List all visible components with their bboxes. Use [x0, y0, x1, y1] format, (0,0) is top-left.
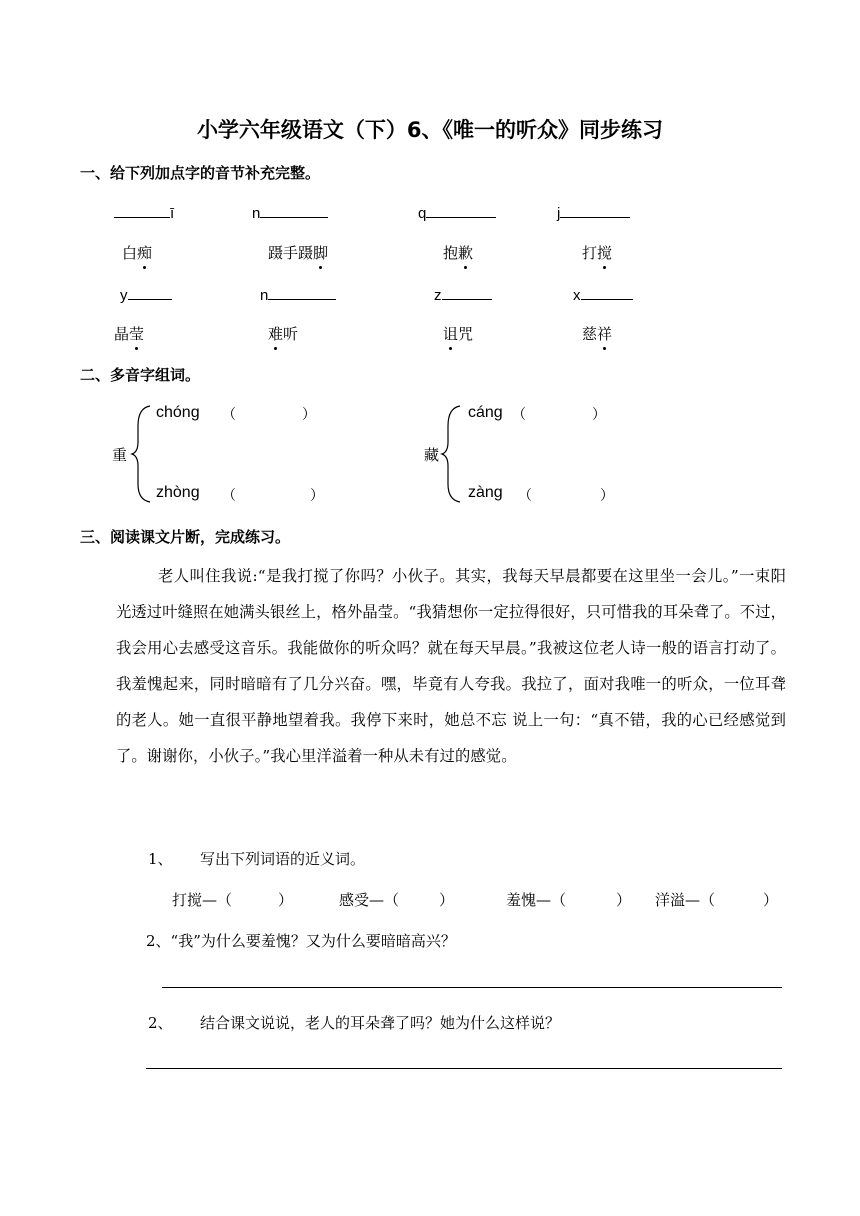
word-nanting: 难听: [268, 325, 299, 343]
synonym-4: 洋溢—（ ）: [655, 891, 779, 909]
question-1-number: 1、: [148, 850, 173, 868]
pinyin-blank-4: j: [557, 203, 630, 222]
paren-close-3: ）: [592, 407, 606, 423]
word-cixiang: 慈祥: [582, 325, 613, 343]
pinyin-blank-7: z: [434, 285, 492, 304]
question-3-text: 结合课文说说，老人的耳朵聋了吗？她为什么这样说？: [200, 1014, 561, 1032]
word-zuzhou: 诅咒: [443, 325, 474, 343]
word-baichi: 白痴: [122, 244, 153, 262]
synonym-1: 打搅—（ ）: [172, 891, 294, 909]
answer-line-1[interactable]: [162, 987, 782, 988]
page-title: 小学六年级语文（下）6、《唯一的听众》同步练习: [196, 118, 664, 142]
section3-heading: 三、阅读课文片断，完成练习。: [80, 528, 291, 546]
paren-open-2: （: [222, 488, 236, 504]
section1-heading: 一、给下列加点字的音节补充完整。: [80, 164, 321, 182]
synonym-2: 感受—（ ）: [339, 891, 455, 909]
polyphone-cang: 藏: [424, 446, 440, 464]
pinyin-blank-8: x: [573, 285, 633, 304]
pinyin-blank-2: n: [252, 203, 328, 222]
reading-passage: [116, 558, 786, 774]
word-jingying: 晶莹: [114, 325, 145, 343]
pinyin-zang: zàng: [468, 484, 503, 501]
paren-open-4: （: [518, 488, 532, 504]
word-nieshou: 蹑手蹑脚: [268, 244, 329, 262]
paren-close-2: ）: [310, 488, 324, 504]
pinyin-blank-6: n: [260, 285, 336, 304]
brace-cang: [440, 404, 464, 504]
paren-close-4: ）: [600, 488, 614, 504]
paren-close-1: ）: [302, 407, 316, 423]
pinyin-zhong: zhòng: [156, 484, 200, 501]
section2-heading: 二、多音字组词。: [80, 366, 201, 384]
pinyin-chong: chóng: [156, 404, 200, 421]
synonym-3: 羞愧—（ ）: [506, 891, 632, 909]
question-1-text: 写出下列词语的近义词。: [200, 850, 366, 868]
pinyin-blank-3: q: [418, 203, 496, 222]
polyphone-zhong: 重: [112, 446, 128, 464]
question-2: 2、“我”为什么要羞愧？又为什么要暗暗高兴？: [146, 932, 456, 950]
word-dajiao: 打搅: [582, 244, 613, 262]
pinyin-blank-5: y: [120, 285, 172, 304]
answer-line-2[interactable]: [146, 1068, 782, 1069]
pinyin-cang: cáng: [468, 404, 503, 421]
question-3-number: 2、: [148, 1014, 173, 1032]
pinyin-blank-1: ī: [114, 203, 174, 222]
paren-open-3: （: [512, 407, 526, 423]
passage-text: 老人叫住我说:“是我打搅了你吗？小伙子。其实，我每天早晨都要在这里坐一会儿。”一束阳光透过叶缝照在她满头银丝上，格外晶莹。“我猜想你一定拉得很好，只可惜我的耳朵聋了。不过，我会用心去感受这音乐。我能做你的听众吗？就在每天早晨。”我被这位老人诗一般的语言打动了。我羞愧起来，同时暗暗有了几分兴奋。嘿，毕竟有人夸我。我拉了，面对我唯一的听众，一位耳聋的老人。她一直很平静地望着我。我停下来时，她总不忘 说上一句：“真不错，我的心已经感觉到了。谢谢你，小伙子。”我心里洋溢着一种从未有过的感觉。: [116, 567, 786, 765]
paren-open-1: （: [222, 407, 236, 423]
word-baoqian: 抱歉: [443, 244, 474, 262]
brace-zhong: [130, 404, 154, 504]
